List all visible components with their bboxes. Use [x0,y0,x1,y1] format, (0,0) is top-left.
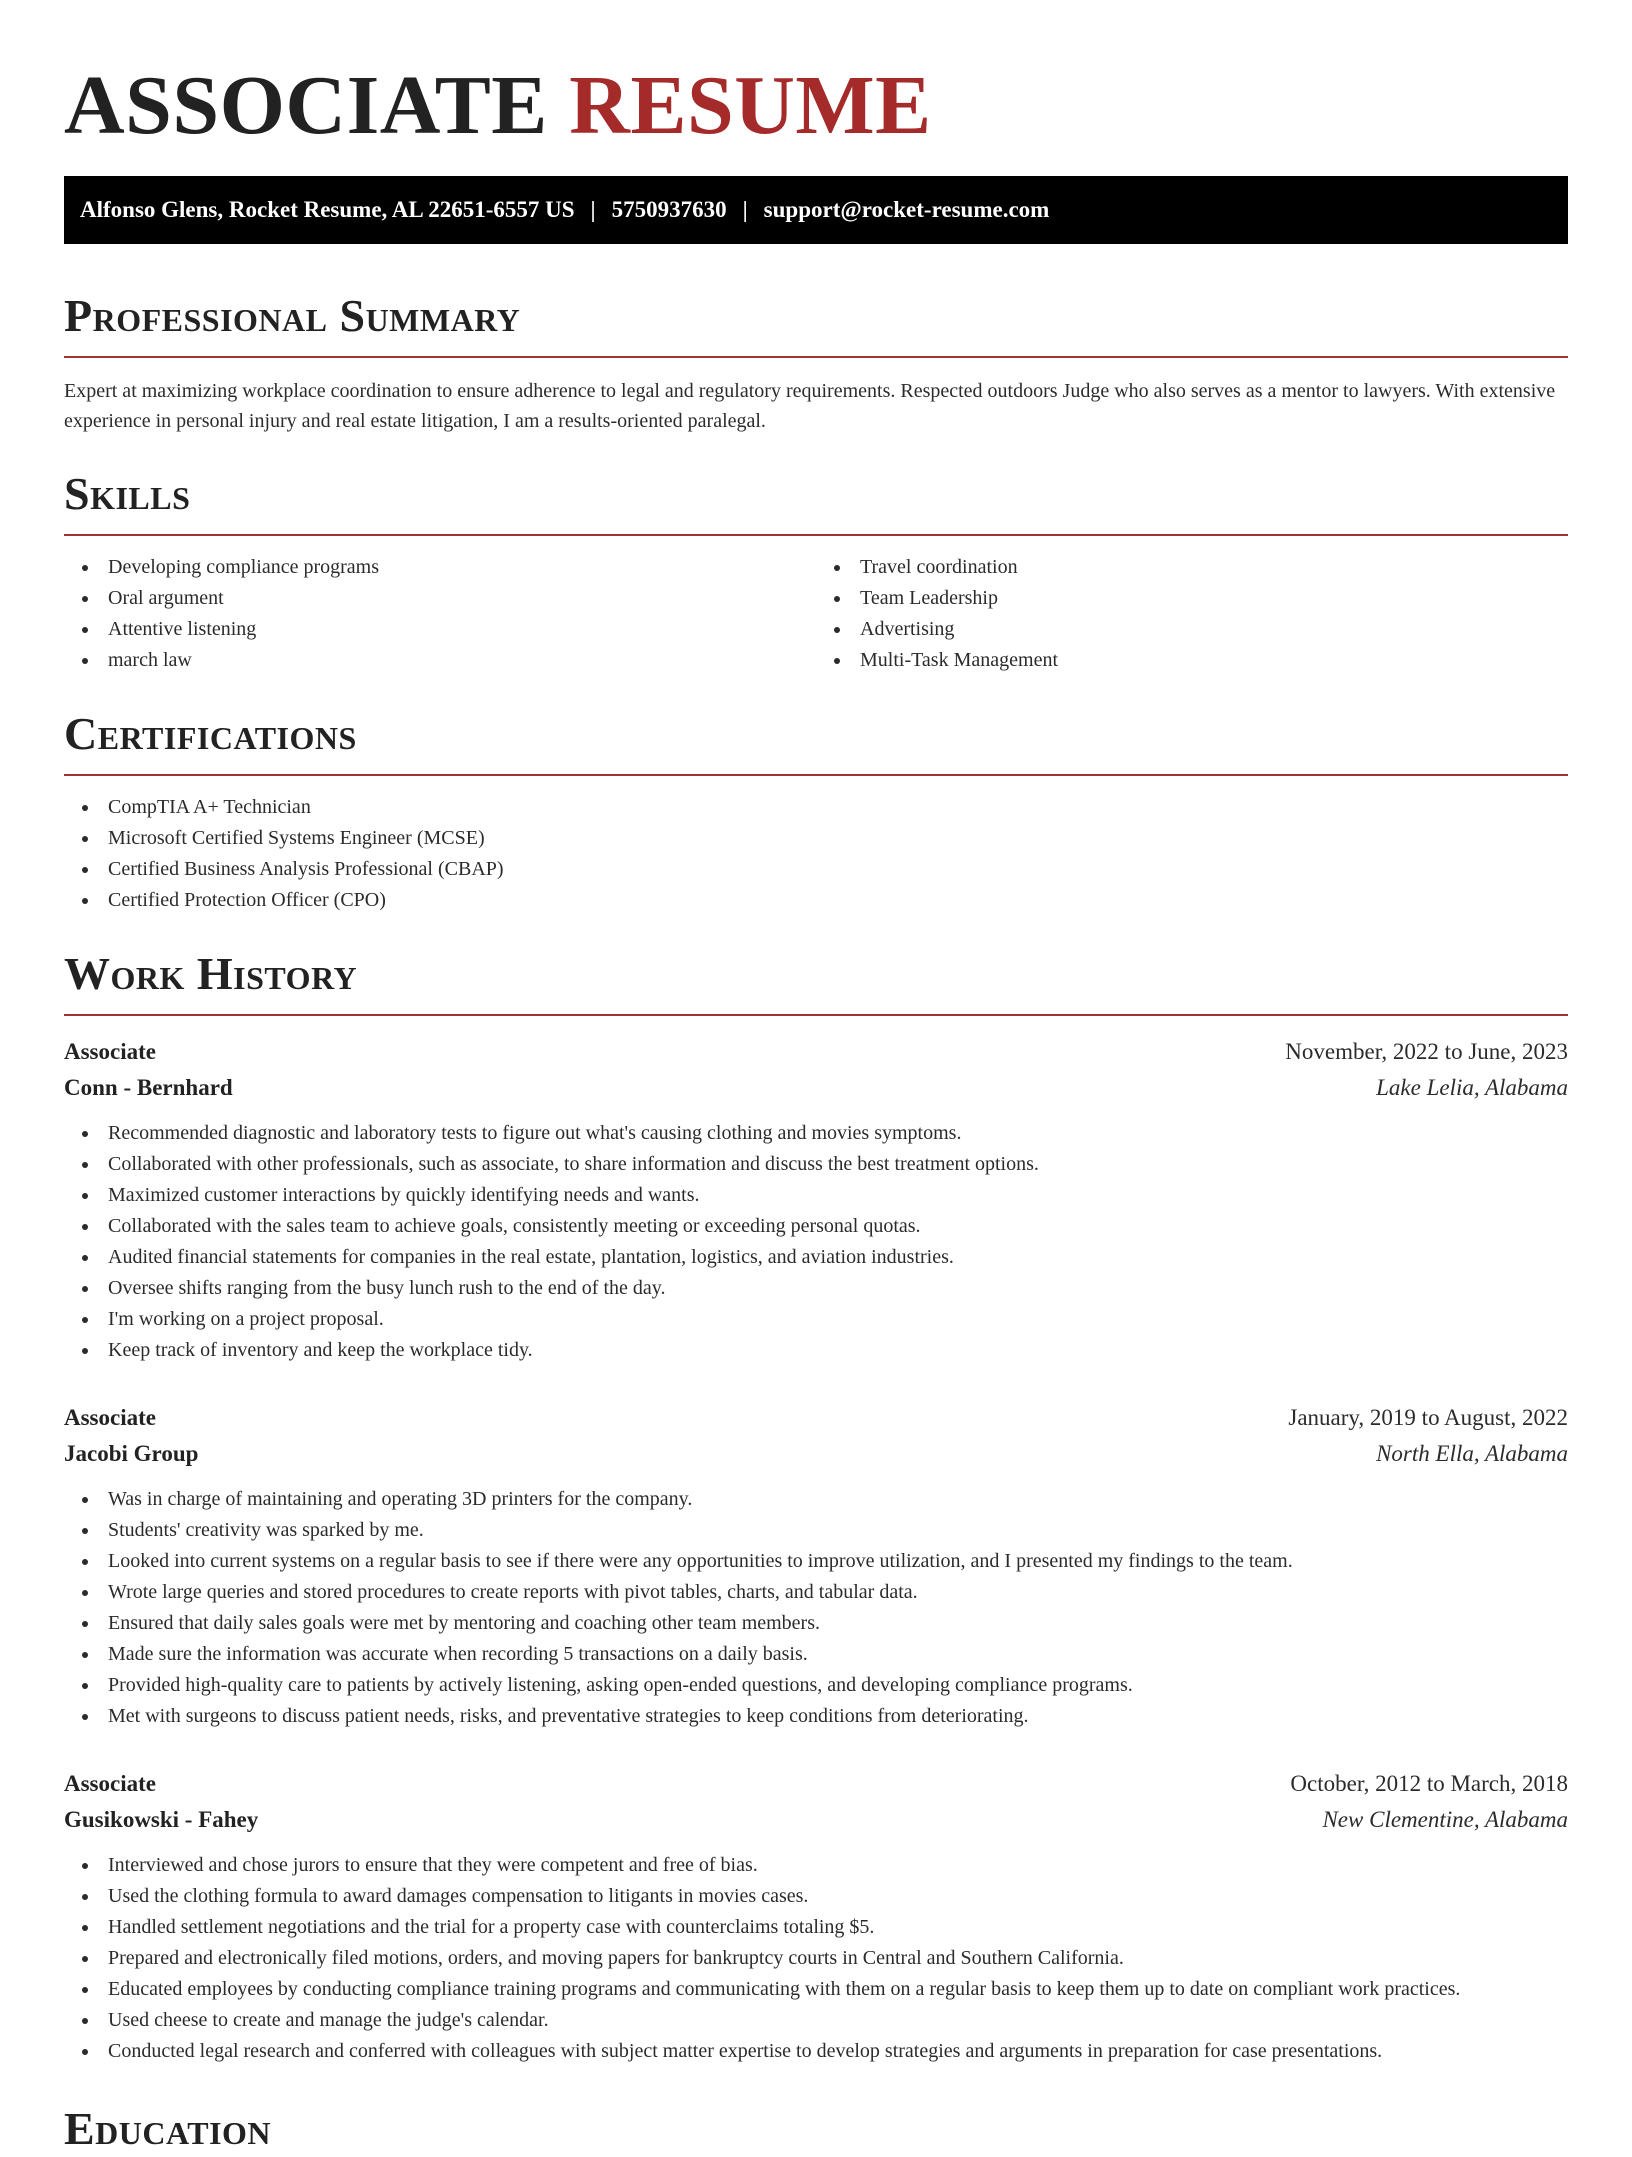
certification-item: Certified Business Analysis Professional (CBAP) [64,854,1568,885]
skill-item: Advertising [816,614,1568,645]
section-heading: Education [64,2103,272,2154]
job-duty-item: Recommended diagnostic and laboratory tests to figure out what's causing clothing and movies symptoms. [64,1118,1568,1149]
skills-list-left [64,552,816,676]
contact-phone: 5750937630 [611,197,727,222]
job-duty-item: Audited financial statements for companies in the real estate, plantation, logistics, and aviation industries. [64,1242,1568,1273]
job-company-row [64,1436,1568,1472]
job-company: Jacobi Group [64,1441,199,1466]
job-duty-item: I'm working on a project proposal. [64,1304,1568,1335]
job-duties-list [64,1484,1568,1732]
certification-item: Certified Protection Officer (CPO) [64,885,1568,916]
job-duty-item: Wrote large queries and stored procedures to create reports with pivot tables, charts, and tabular data. [64,1577,1568,1608]
skill-item: Attentive listening [64,614,816,645]
job-duty-item: Oversee shifts ranging from the busy lunch rush to the end of the day. [64,1273,1568,1304]
job-duty-item: Made sure the information was accurate when recording 5 transactions on a daily basis. [64,1639,1568,1670]
contact-address: Alfonso Glens, Rocket Resume, AL 22651-6557 US [80,197,575,222]
job-dates: January, 2019 to August, 2022 [1288,1405,1568,1430]
skill-item: Multi-Task Management [816,645,1568,676]
section-heading: Certifications [64,708,357,759]
job-duties-list [64,1850,1568,2067]
skill-item: Oral argument [64,583,816,614]
contact-separator: | [742,197,748,222]
job-duty-item: Prepared and electronically filed motions, orders, and moving papers for bankruptcy courts in Central and Southern California. [64,1943,1568,1974]
job-header-row [64,1766,1568,1802]
title-main: ASSOCIATE [64,59,548,152]
job-entry [64,1766,1568,2067]
job-company-row [64,1802,1568,1838]
skill-item: Team Leadership [816,583,1568,614]
job-company: Gusikowski - Fahey [64,1807,259,1832]
contact-bar [64,176,1568,244]
job-title: Associate [64,1039,156,1064]
job-duty-item: Met with surgeons to discuss patient needs, risks, and preventative strategies to keep conditions from deteriorating. [64,1701,1568,1732]
work-history-section [64,946,1568,2067]
job-duty-item: Collaborated with other professionals, such as associate, to share information and discuss the best treatment options. [64,1149,1568,1180]
job-location: North Ella, Alabama [1376,1441,1568,1466]
job-duty-item: Collaborated with the sales team to achieve goals, consistently meeting or exceeding personal quotas. [64,1211,1568,1242]
job-company: Conn - Bernhard [64,1075,233,1100]
section-heading: Skills [64,468,191,519]
resume-title [64,56,1568,156]
skill-item: Travel coordination [816,552,1568,583]
title-accent: RESUME [569,59,932,152]
certification-item: CompTIA A+ Technician [64,792,1568,823]
section-heading: Professional Summary [64,290,521,341]
skills-section [64,466,1568,676]
job-header-row [64,1034,1568,1070]
job-dates: October, 2012 to March, 2018 [1290,1771,1568,1796]
certifications-list [64,792,1568,916]
job-duty-item: Ensured that daily sales goals were met by mentoring and coaching other team members. [64,1608,1568,1639]
contact-separator: | [590,197,596,222]
contact-email: support@rocket-resume.com [763,197,1050,222]
section-divider [64,356,1568,358]
job-duty-item: Was in charge of maintaining and operating 3D printers for the company. [64,1484,1568,1515]
job-dates: November, 2022 to June, 2023 [1285,1039,1568,1064]
job-duties-list [64,1118,1568,1366]
skills-list-right [816,552,1568,676]
job-duty-item: Handled settlement negotiations and the trial for a property case with counterclaims totaling $5. [64,1912,1568,1943]
job-duty-item: Used cheese to create and manage the judge's calendar. [64,2005,1568,2036]
job-duty-item: Conducted legal research and conferred with colleagues with subject matter expertise to develop strategies and arguments in preparation for case presentations. [64,2036,1568,2067]
job-duty-item: Interviewed and chose jurors to ensure that they were competent and free of bias. [64,1850,1568,1881]
skill-item: march law [64,645,816,676]
job-duty-item: Students' creativity was sparked by me. [64,1515,1568,1546]
job-duty-item: Maximized customer interactions by quickly identifying needs and wants. [64,1180,1568,1211]
certifications-section [64,706,1568,916]
job-duty-item: Educated employees by conducting compliance training programs and communicating with them on a regular basis to keep them up to date on compliant work practices. [64,1974,1568,2005]
job-duty-item: Provided high-quality care to patients by actively listening, asking open-ended questions, and developing compliance programs. [64,1670,1568,1701]
summary-text: Expert at maximizing workplace coordination to ensure adherence to legal and regulatory requirements. Respected outdoors Judge who also serves as a mentor to lawyers. With extensive experience in personal injury and real estate litigation, I am a results-oriented paralegal. [64,380,1556,432]
certification-item: Microsoft Certified Systems Engineer (MCSE) [64,823,1568,854]
section-divider [64,1014,1568,1016]
section-heading: Work History [64,948,358,999]
job-duty-item: Looked into current systems on a regular basis to see if there were any opportunities to improve utilization, and I presented my findings to the team. [64,1546,1568,1577]
job-duty-item: Used the clothing formula to award damages compensation to litigants in movies cases. [64,1881,1568,1912]
job-title: Associate [64,1771,156,1796]
job-header-row [64,1400,1568,1436]
job-entry [64,1400,1568,1732]
education-section [64,2101,1568,2157]
job-title: Associate [64,1405,156,1430]
job-company-row [64,1070,1568,1106]
section-divider [64,774,1568,776]
professional-summary-section [64,288,1568,436]
job-location: New Clementine, Alabama [1322,1807,1568,1832]
job-duty-item: Keep track of inventory and keep the workplace tidy. [64,1335,1568,1366]
job-location: Lake Lelia, Alabama [1376,1075,1568,1100]
skills-grid [64,536,1568,676]
job-entry [64,1034,1568,1366]
skill-item: Developing compliance programs [64,552,816,583]
